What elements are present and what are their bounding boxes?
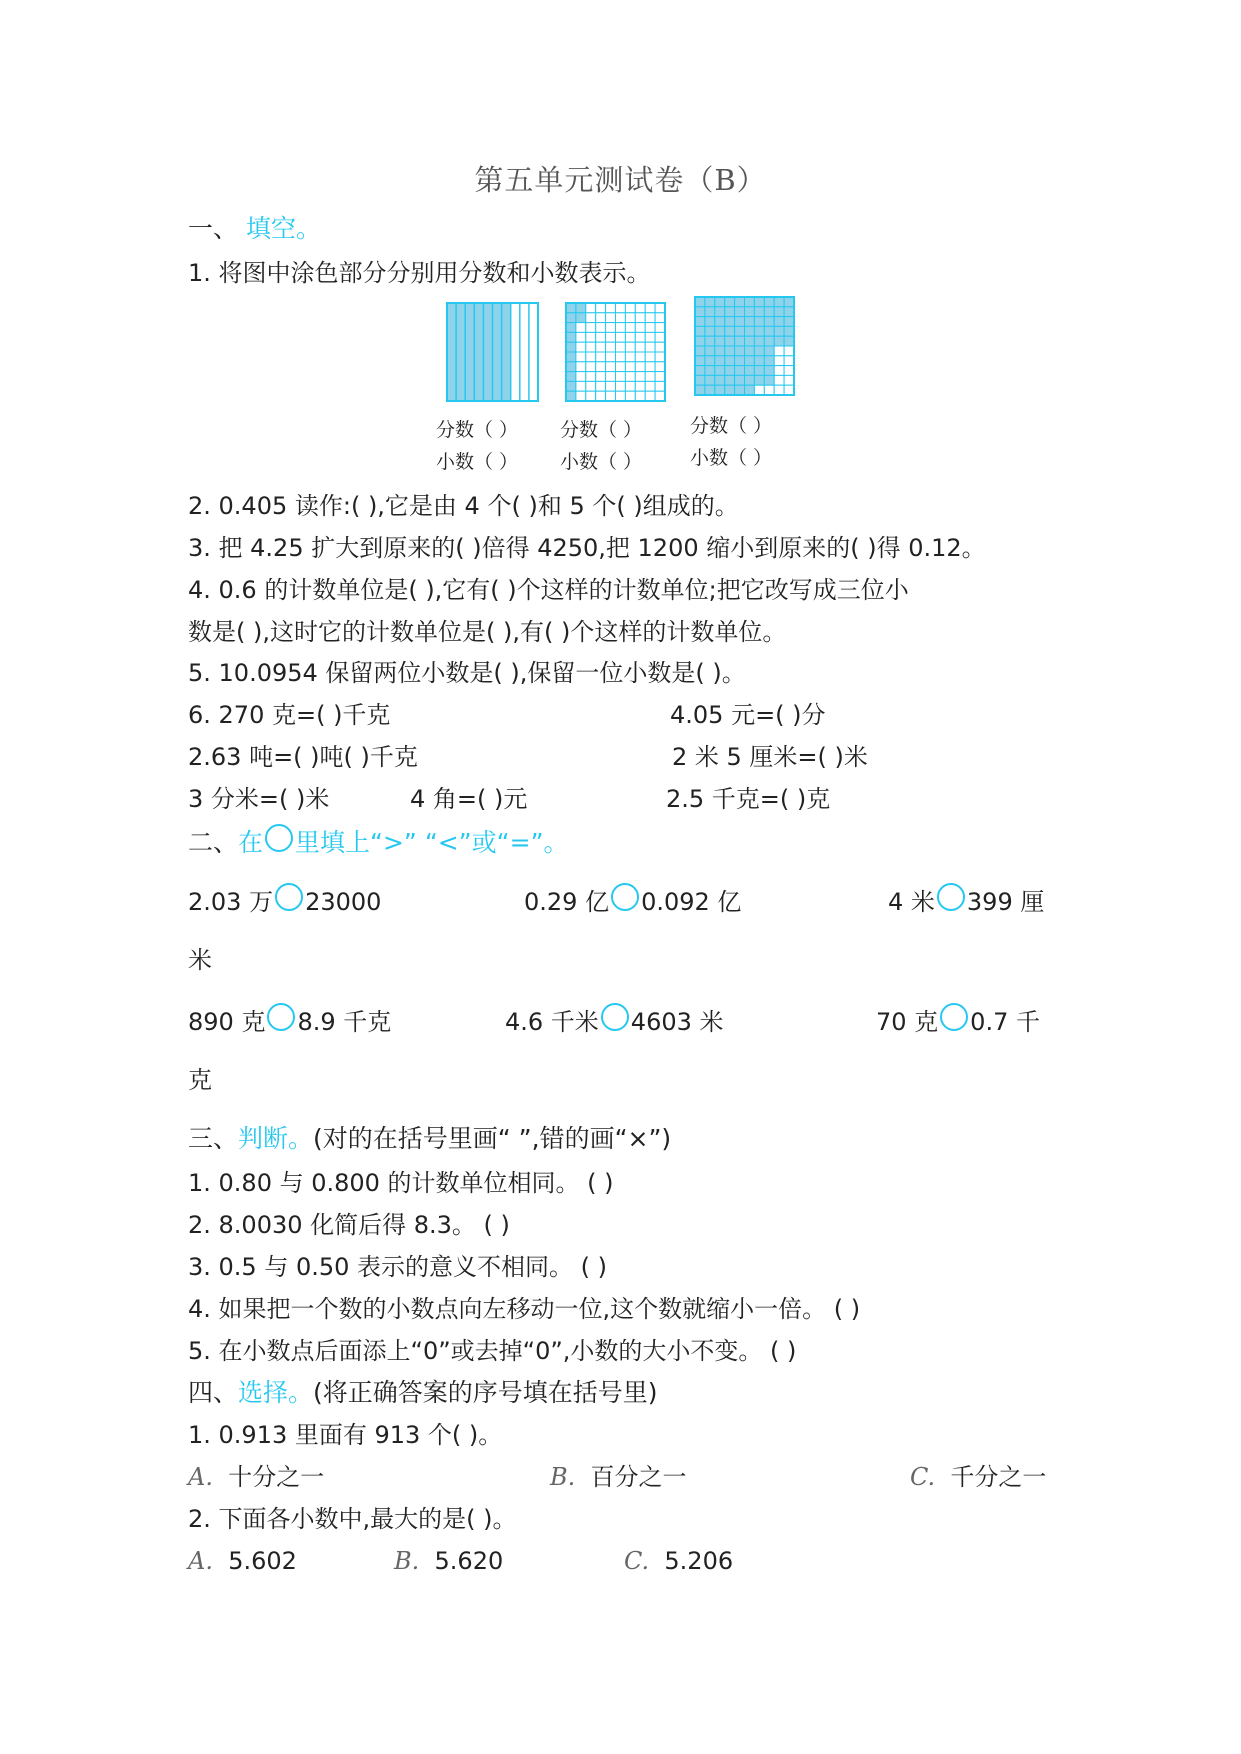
grid-cell (576, 352, 586, 362)
grid-cell (635, 323, 645, 333)
grid-cell (566, 342, 576, 352)
fig1-fraction-label: 分数（ ） (436, 419, 519, 441)
grid-cell (754, 346, 764, 356)
grid-cell (774, 375, 784, 385)
grid-cell (596, 342, 606, 352)
grid-cell (695, 385, 705, 395)
grid-cell (754, 366, 764, 376)
page-title: 第五单元测试卷（B） (474, 163, 767, 197)
grid-cell (774, 317, 784, 327)
grid-cell (616, 332, 626, 342)
circle-icon (265, 824, 293, 852)
grid-cell (715, 375, 725, 385)
question-6-a: 6. 270 克=( )千克 (188, 701, 391, 729)
question-1: 1. 将图中涂色部分分别用分数和小数表示。 (188, 259, 651, 287)
grid-cell (745, 375, 755, 385)
grid-cell (635, 362, 645, 372)
grid-cell (725, 307, 735, 317)
compare-item-6-wrap: 克 (188, 1066, 212, 1094)
grid-cell (655, 303, 665, 313)
grid-cell (784, 336, 794, 346)
grid-cell (725, 366, 735, 376)
grid-cell (586, 362, 596, 372)
grid-cell (655, 362, 665, 372)
grid-cell (715, 366, 725, 376)
grid-cell (774, 326, 784, 336)
question-4-line1: 4. 0.6 的计数单位是( ),它有( )个这样的计数单位;把它改写成三位小 (188, 576, 909, 604)
grid-cell (635, 352, 645, 362)
grid-cell (764, 297, 774, 307)
grid-cell (705, 356, 715, 366)
grid-cell (635, 342, 645, 352)
grid-cell (695, 326, 705, 336)
grid-cell (715, 336, 725, 346)
judge-item-3: 3. 0.5 与 0.50 表示的意义不相同。 ( ) (188, 1253, 608, 1281)
grid-cell (596, 313, 606, 323)
grid-cell (616, 352, 626, 362)
grid-cell (715, 307, 725, 317)
fig2-fraction-label: 分数（ ） (560, 419, 643, 441)
grid-cell (606, 381, 616, 391)
grid-cell (586, 323, 596, 333)
grid-cell (655, 332, 665, 342)
question-2: 2. 0.405 读作:( ),它是由 4 个( )和 5 个( )组成的。 (188, 492, 739, 520)
grid-cell (705, 375, 715, 385)
grid-cell (645, 323, 655, 333)
grid-cell (576, 381, 586, 391)
section-number: 四、 (188, 1378, 239, 1407)
grid-cell (586, 372, 596, 382)
grid-cell (606, 303, 616, 313)
grid-cell (725, 346, 735, 356)
section-title: 选择。 (238, 1378, 314, 1407)
grid-cell (735, 326, 745, 336)
grid-cell (606, 332, 616, 342)
choice-2-option-c: C. 5.206 (624, 1547, 734, 1575)
grid-cell (606, 362, 616, 372)
fig3-fraction-label: 分数（ ） (690, 415, 773, 437)
grid-cell (655, 372, 665, 382)
grid-cell (566, 381, 576, 391)
grid-cell (655, 352, 665, 362)
grid-cell (754, 326, 764, 336)
compare-item-5: 4.6 千米 4603 米 (505, 1003, 724, 1039)
grid-cell (586, 381, 596, 391)
grid-cell (576, 391, 586, 401)
question-3: 3. 把 4.25 扩大到原来的( )倍得 4250,把 1200 缩小到原来的( )得 0.12。 (188, 534, 986, 562)
grid-cell (695, 346, 705, 356)
compare-item-3: 4 米 399 厘 (888, 883, 1044, 919)
grid-cell (586, 342, 596, 352)
grid-cell (735, 385, 745, 395)
grid-cell (715, 326, 725, 336)
grid-cell (735, 356, 745, 366)
question-4-line2: 数是( ),这时它的计数单位是( ),有( )个这样的计数单位。 (188, 618, 787, 646)
grid-cell (784, 375, 794, 385)
section-title: 填空。 (245, 214, 321, 243)
grid-cell (725, 326, 735, 336)
compare-item-4: 890 克 8.9 千克 (188, 1003, 391, 1039)
grid-cell (645, 362, 655, 372)
grid-cell (774, 385, 784, 395)
choice-2-option-b: B. 5.620 (394, 1547, 504, 1575)
hundredths-figure (565, 302, 667, 402)
fig2-decimal-label: 小数（ ） (560, 451, 643, 473)
grid-cell (784, 307, 794, 317)
grid-cell (645, 342, 655, 352)
grid-cell (625, 342, 635, 352)
grid-cell (596, 323, 606, 333)
grid-cell (705, 326, 715, 336)
grid-cell (645, 313, 655, 323)
compare-item-3-wrap: 米 (188, 946, 212, 974)
grid-cell (695, 336, 705, 346)
grid-cell (586, 303, 596, 313)
grid-cell (725, 317, 735, 327)
grid-cell (625, 372, 635, 382)
grid-cell (645, 303, 655, 313)
grid-cell (625, 313, 635, 323)
grid-cell (705, 336, 715, 346)
compare-item-2: 0.29 亿 0.092 亿 (524, 883, 741, 919)
grid-cell (635, 372, 645, 382)
grid-cell (586, 391, 596, 401)
grid-cell (635, 313, 645, 323)
grid-cell (784, 346, 794, 356)
grid-cell (725, 356, 735, 366)
grid-cell (655, 323, 665, 333)
grid-cell (784, 356, 794, 366)
fig3-decimal-label: 小数（ ） (690, 447, 773, 469)
grid-cell (645, 391, 655, 401)
question-6-b: 4.05 元=( )分 (670, 701, 826, 729)
section-title-a: 在 (238, 828, 264, 857)
grid-cell (754, 336, 764, 346)
grid-cell (754, 307, 764, 317)
choice-2-option-a: A. 5.602 (188, 1547, 297, 1575)
choice-1-option-a: A. 十分之一 (188, 1463, 325, 1491)
grid-cell (695, 375, 705, 385)
grid-cell (616, 381, 626, 391)
section-title-b: 里填上“>” “<”或“=”。 (295, 828, 569, 857)
grid-cell (745, 385, 755, 395)
section-4-heading (188, 1376, 658, 1410)
grid-cell (695, 366, 705, 376)
grid-cell (625, 381, 635, 391)
grid-cell (566, 352, 576, 362)
grid-cell (616, 303, 626, 313)
grid-cell (645, 372, 655, 382)
grid-cell (784, 385, 794, 395)
grid-cell (625, 391, 635, 401)
grid-cell (764, 375, 774, 385)
grid-cell (774, 336, 784, 346)
question-6-f: 4 角=( )元 (410, 785, 528, 813)
grid-cell (735, 307, 745, 317)
grid-cell (655, 391, 665, 401)
grid-cell (725, 375, 735, 385)
grid-cell (745, 307, 755, 317)
answer-circle[interactable] (937, 883, 965, 911)
grid-cell (705, 385, 715, 395)
grid-cell (596, 303, 606, 313)
section-number: 二、 (188, 828, 239, 857)
grid-cell (606, 323, 616, 333)
grid-cell (606, 372, 616, 382)
grid-cell (645, 332, 655, 342)
section-note: (对的在括号里画“ ”,错的画“×”) (313, 1124, 672, 1153)
grid-cell (576, 313, 586, 323)
grid-cell (774, 307, 784, 317)
grid-cell (705, 297, 715, 307)
grid-cell (616, 362, 626, 372)
grid-cell (705, 366, 715, 376)
grid-cell (715, 346, 725, 356)
grid-cell (745, 336, 755, 346)
grid-cell (566, 313, 576, 323)
grid-cell (576, 332, 586, 342)
grid-cell (566, 362, 576, 372)
grid-cell (784, 317, 794, 327)
grid-cell (596, 381, 606, 391)
grid-cell (754, 356, 764, 366)
grid-cell (725, 385, 735, 395)
grid-cell (596, 372, 606, 382)
grid-cell (635, 381, 645, 391)
grid-cell (566, 391, 576, 401)
grid-cell (774, 366, 784, 376)
grid-cell (655, 313, 665, 323)
grid-cell (566, 323, 576, 333)
answer-circle[interactable] (611, 883, 639, 911)
grid-cell (655, 342, 665, 352)
grid-cell (695, 297, 705, 307)
grid-cell (616, 372, 626, 382)
grid-cell (576, 362, 586, 372)
section-note: (将正确答案的序号填在括号里) (313, 1378, 658, 1407)
grid-cell (774, 356, 784, 366)
grid-cell (725, 297, 735, 307)
compare-item-6: 70 克 0.7 千 (876, 1003, 1040, 1039)
grid-cell (754, 317, 764, 327)
grid-cell (566, 372, 576, 382)
grid-cell (616, 342, 626, 352)
grid-cell (655, 381, 665, 391)
grid-cell (596, 352, 606, 362)
question-5: 5. 10.0954 保留两位小数是( ),保留一位小数是( )。 (188, 659, 746, 687)
compare-item-1: 2.03 万 23000 (188, 883, 381, 919)
grid-cell (715, 356, 725, 366)
grid-cell (735, 297, 745, 307)
section-title: 判断。 (238, 1124, 314, 1153)
section-1-heading (188, 212, 321, 246)
answer-circle[interactable] (267, 1003, 295, 1031)
grid-cell (645, 352, 655, 362)
grid-cell (764, 356, 774, 366)
section-number: 三、 (188, 1124, 239, 1153)
grid-cell (754, 385, 764, 395)
grid-cell (735, 336, 745, 346)
grid-cell (774, 346, 784, 356)
answer-circle[interactable] (940, 1003, 968, 1031)
grid-cell (606, 352, 616, 362)
grid-cell (596, 332, 606, 342)
grid-cell (576, 342, 586, 352)
grid-cell (745, 326, 755, 336)
grid-cell (566, 332, 576, 342)
judge-item-2: 2. 8.0030 化简后得 8.3。 ( ) (188, 1211, 510, 1239)
question-6-e: 3 分米=( )米 (188, 785, 330, 813)
grid-cell (616, 323, 626, 333)
grid-figure (694, 296, 796, 396)
grid-cell (705, 307, 715, 317)
question-6-g: 2.5 千克=( )克 (666, 785, 831, 813)
grid-cell (645, 381, 655, 391)
grid-cell (625, 303, 635, 313)
section-3-heading (188, 1122, 671, 1156)
grid-cell (764, 385, 774, 395)
choice-question-2: 2. 下面各小数中,最大的是( )。 (188, 1505, 517, 1533)
section-2-heading (188, 824, 569, 860)
grid-cell (745, 366, 755, 376)
grid-cell (586, 313, 596, 323)
question-6-c: 2.63 吨=( )吨( )千克 (188, 743, 418, 771)
grid-cell (764, 326, 774, 336)
choice-1-option-c: C. 千分之一 (910, 1463, 1047, 1491)
answer-circle[interactable] (601, 1003, 629, 1031)
grid-cell (705, 346, 715, 356)
grid-cell (745, 317, 755, 327)
grid-cell (764, 336, 774, 346)
judge-item-4: 4. 如果把一个数的小数点向左移动一位,这个数就缩小一倍。 ( ) (188, 1295, 861, 1323)
grid-cell (745, 297, 755, 307)
grid-cell (616, 313, 626, 323)
grid-cell (754, 375, 764, 385)
grid-cell (695, 356, 705, 366)
grid-cell (606, 313, 616, 323)
grid-cell (705, 317, 715, 327)
grid-cell (616, 391, 626, 401)
grid-cell (735, 366, 745, 376)
grid-cell (625, 352, 635, 362)
grid-cell (566, 303, 576, 313)
grid-cell (596, 362, 606, 372)
grid-cell (715, 385, 725, 395)
grid-cell (735, 317, 745, 327)
grid-cell (735, 346, 745, 356)
question-6-d: 2 米 5 厘米=( )米 (672, 743, 868, 771)
grid-cell (586, 332, 596, 342)
grid-cell (576, 372, 586, 382)
grid-cell (745, 356, 755, 366)
grid-cell (576, 303, 586, 313)
choice-1-option-b: B. 百分之一 (550, 1463, 687, 1491)
fig1-decimal-label: 小数（ ） (436, 451, 519, 473)
grid-cell (635, 332, 645, 342)
tenths-figure (446, 302, 540, 402)
grid-cell (596, 391, 606, 401)
section-number: 一、 (188, 214, 239, 243)
grid-cell (695, 307, 705, 317)
grid-cell (754, 297, 764, 307)
choice-question-1: 1. 0.913 里面有 913 个( )。 (188, 1421, 503, 1449)
grid-cell (606, 342, 616, 352)
grid-cell (635, 303, 645, 313)
grid-cell (784, 326, 794, 336)
grid-cell (735, 375, 745, 385)
grid-cell (715, 297, 725, 307)
grid-cell (576, 323, 586, 333)
grid-cell (784, 366, 794, 376)
grid-cell (695, 317, 705, 327)
grid-cell (725, 336, 735, 346)
grid-cell (635, 391, 645, 401)
grid-cell (764, 346, 774, 356)
grid-cell (774, 297, 784, 307)
grid-cell (625, 323, 635, 333)
grid-cell (715, 317, 725, 327)
grid-cell (625, 332, 635, 342)
judge-item-1: 1. 0.80 与 0.800 的计数单位相同。 ( ) (188, 1169, 614, 1197)
grid-cell (764, 307, 774, 317)
judge-item-5: 5. 在小数点后面添上“0”或去掉“0”,小数的大小不变。 ( ) (188, 1337, 797, 1365)
grid-cell (764, 317, 774, 327)
grid-cell (745, 346, 755, 356)
grid-cell (764, 366, 774, 376)
grid-cell (625, 362, 635, 372)
grid-cell (606, 391, 616, 401)
answer-circle[interactable] (275, 883, 303, 911)
grid-cell (784, 297, 794, 307)
grid-cell (586, 352, 596, 362)
